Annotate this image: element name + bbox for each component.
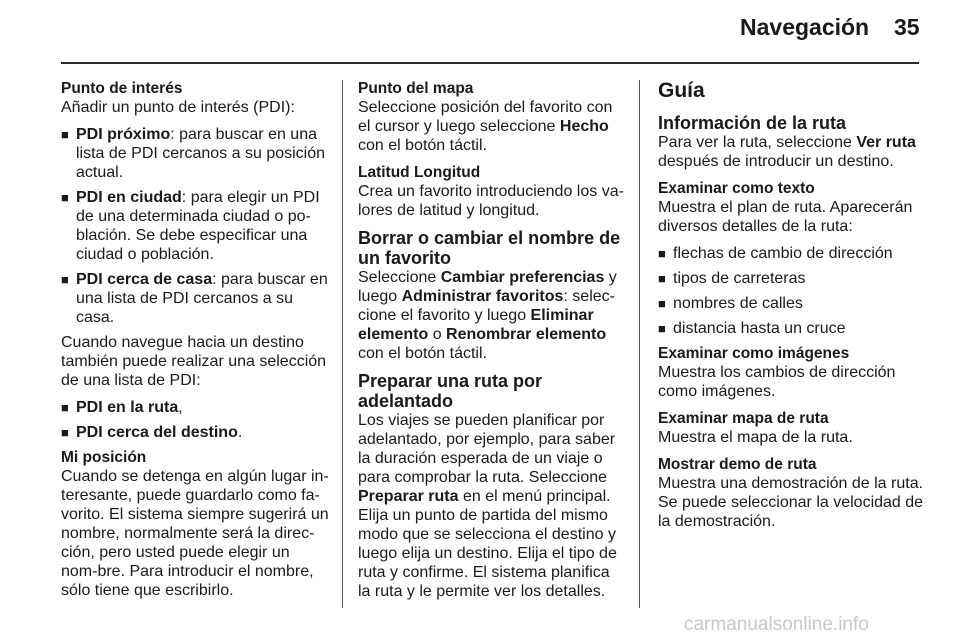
ui-term: Eliminar elemento [358, 307, 594, 343]
ui-term: Hecho [559, 118, 609, 135]
list-item: ■ nombres de calles [658, 294, 926, 313]
page-title: Navegación [740, 14, 870, 40]
text-run: : selec-cione el favorito y luego [358, 288, 615, 324]
latlon-text: Crea un favorito introduciendo los va-lores de latitud y longitud. [358, 183, 624, 219]
list-item [61, 188, 329, 264]
list-item [61, 270, 329, 327]
column-1 [61, 79, 329, 608]
guide-title: Guía [658, 79, 705, 102]
list-item [61, 398, 329, 417]
header-rule [61, 62, 919, 64]
list-item: ■ tipos de carreteras [658, 269, 926, 288]
navigate-list [61, 398, 329, 442]
poi-title: Punto de interés [61, 80, 183, 97]
prepare-title: Preparar una ruta por adelantado [358, 371, 543, 411]
mapview-text: Muestra el mapa de la ruta. [658, 429, 853, 446]
page-number: 35 [894, 14, 920, 40]
textview-title: Examinar como texto [658, 180, 815, 197]
ui-term: Renombrar elemento [446, 326, 607, 343]
text-run: o [428, 326, 447, 343]
rename-text [358, 268, 626, 363]
text-run: con el botón táctil. [358, 137, 487, 154]
myposition-text: Cuando se detenga en algún lugar in-teresante, puede guardarlo como fa-vorito. El sistema siempre sugerirá un nombre, normalmente será la direc-ción, pero usted puede elegir un nom-bre. Para introducir el nombre, sólo tiene que escribirlo. [61, 468, 329, 599]
item-text: : para elegir un PDI de una determinada ciudad o po-blación. Se debe especificar una ciudad o población. [76, 189, 320, 263]
item-label: PDI cerca de casa [76, 271, 213, 288]
demo-text: Muestra una demostración de la ruta. Se puede seleccionar la velocidad de la demostración. [658, 475, 924, 530]
list-item: ■ flechas de cambio de dirección [658, 244, 926, 263]
routeinfo-title: Información de la ruta [658, 113, 847, 133]
textview-list [658, 244, 926, 338]
text-run: en el menú principal. Elija un punto de partida del mismo modo que se selecciona el destino y luego elija un destino. Elija el tipo de ruta y confirme. El sistema planifica la ruta y le permite ver los detalles. [358, 488, 617, 600]
item-text: : para buscar en una lista de PDI cercanos a su posición actual. [76, 126, 326, 181]
mappoint-text [358, 98, 626, 155]
mapview-title: Examinar mapa de ruta [658, 410, 829, 427]
item-label: PDI en la ruta [76, 399, 179, 416]
ui-term: Administrar favoritos [401, 288, 564, 305]
poi-intro: Añadir un punto de interés (PDI): [61, 99, 295, 116]
column-divider [639, 80, 640, 608]
text-run: Seleccione [358, 269, 441, 286]
list-item [61, 423, 329, 442]
routeinfo-text [658, 133, 926, 171]
poi-list [61, 125, 329, 327]
text-run: después de introducir un destino. [658, 153, 894, 170]
imageview-text: Muestra los cambios de dirección como imágenes. [658, 364, 896, 400]
rename-title: Borrar o cambiar el nombre de un favorito [358, 228, 621, 268]
navigate-text: Cuando navegue hacia un destino también puede realizar una selección de una lista de PDI: [61, 334, 327, 389]
textview-text: Muestra el plan de ruta. Aparecerán diversos detalles de la ruta: [658, 199, 913, 235]
demo-title: Mostrar demo de ruta [658, 456, 817, 473]
text-run: Para ver la ruta, seleccione [658, 134, 857, 151]
column-divider [342, 80, 343, 608]
list-item: ■ distancia hasta un cruce [658, 319, 926, 338]
text-run: y luego [358, 269, 617, 305]
item-label: PDI próximo [76, 126, 171, 143]
page-header [0, 0, 960, 62]
ui-term: Ver ruta [856, 134, 916, 151]
ui-term: Preparar ruta [358, 488, 459, 505]
mappoint-title: Punto del mapa [358, 80, 474, 97]
latlon-title: Latitud Longitud [358, 164, 481, 181]
column-2 [358, 79, 626, 609]
item-text: , [178, 399, 183, 416]
myposition-title: Mi posición [61, 449, 147, 466]
column-3 [658, 79, 926, 539]
text-run: Seleccione posición del favorito con el cursor y luego seleccione [358, 99, 613, 135]
text-run: Los viajes se pueden planificar por adelantado, por ejemplo, para saber la duración esperada de un viaje o para comprobar la ruta. Seleccione [358, 412, 616, 486]
imageview-title: Examinar como imágenes [658, 345, 850, 362]
item-text: : para buscar en una lista de PDI cercanos a su casa. [76, 271, 328, 326]
item-label: PDI en ciudad [76, 189, 182, 206]
watermark: carmanualsonline.info [684, 614, 869, 635]
item-text: . [237, 424, 243, 441]
prepare-text [358, 411, 626, 601]
text-run: con el botón táctil. [358, 345, 487, 362]
list-item [61, 125, 329, 182]
ui-term: Cambiar preferencias [440, 269, 605, 286]
item-label: PDI cerca del destino [76, 424, 238, 441]
